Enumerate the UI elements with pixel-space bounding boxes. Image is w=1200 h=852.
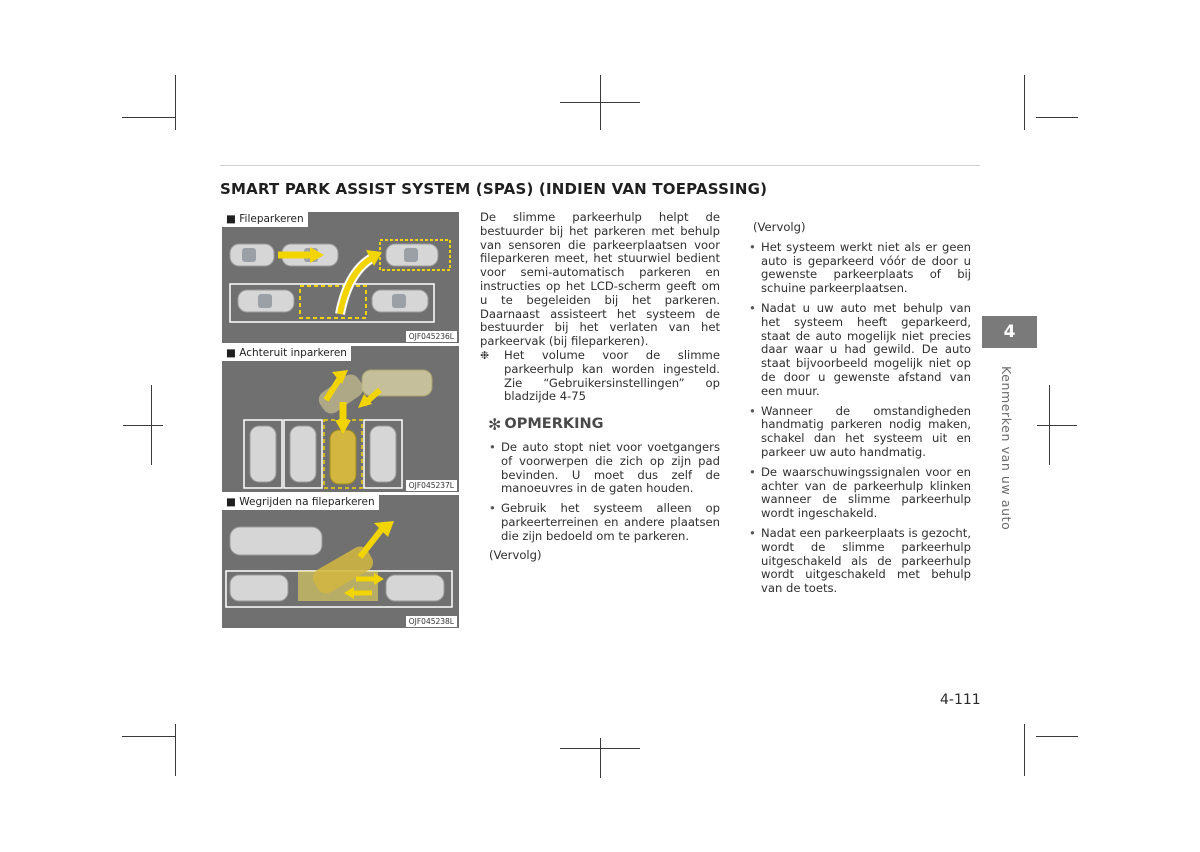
figure-code: OJF045237L bbox=[406, 480, 457, 491]
registration-mark bbox=[600, 75, 601, 130]
list-item: • Wanneer de omstandigheden handmatig parkeren nodig maken, schakel dan het systeem uit en parkeer uw auto handmatig. bbox=[749, 405, 971, 460]
section-title: SMART PARK ASSIST SYSTEM (SPAS) (INDIEN VAN TOEPASSING) bbox=[220, 180, 768, 198]
header-rule bbox=[220, 165, 980, 166]
notice-bullets bbox=[480, 441, 720, 544]
figure-reverse-parking bbox=[222, 346, 459, 492]
continued-label: (Vervolg) bbox=[489, 547, 542, 562]
notice-title: OPMERKING bbox=[504, 416, 604, 433]
figure-caption: ■ Wegrijden na fileparkeren bbox=[222, 495, 379, 510]
continued-label: (Vervolg) bbox=[753, 220, 806, 234]
crop-mark bbox=[1024, 75, 1025, 130]
volume-note bbox=[480, 349, 720, 404]
figure-caption: ■ Fileparkeren bbox=[222, 212, 308, 227]
crop-mark bbox=[175, 724, 176, 776]
crop-mark bbox=[122, 736, 175, 737]
volume-note-text: Het volume voor de slimme parkeerhulp kan worden ingesteld. Zie “Gebruikersinstellingen” op bladzijde 4-75 bbox=[504, 347, 720, 404]
crop-mark bbox=[1036, 736, 1078, 737]
crop-mark bbox=[122, 117, 175, 118]
registration-mark bbox=[1037, 425, 1077, 426]
list-item: • Het systeem werkt niet als er geen auto is geparkeerd vóór de door u gewenste parkeerplaats of bij schuine parkeerplaatsen. bbox=[749, 241, 971, 296]
right-column bbox=[749, 221, 971, 596]
registration-mark bbox=[123, 425, 163, 426]
notice-heading bbox=[488, 415, 720, 435]
figure-caption: ■ Achteruit inparkeren bbox=[222, 346, 351, 361]
registration-mark bbox=[151, 385, 152, 465]
chapter-tab: 4 bbox=[982, 316, 1037, 348]
crop-mark bbox=[175, 75, 176, 130]
figure-code: OJF045236L bbox=[406, 331, 457, 342]
exit-parking-illustration bbox=[222, 495, 459, 628]
registration-mark bbox=[600, 738, 601, 778]
asterisk-icon: ❉ bbox=[480, 348, 490, 362]
crop-mark bbox=[1036, 117, 1078, 118]
chapter-title: Kenmerken van uw auto bbox=[999, 366, 1014, 531]
list-item: • De waarschuwingssignalen voor en achter van de parkeerhulp klinken wanneer de slimme parkeerhulp wordt ingeschakeld. bbox=[749, 466, 971, 521]
reverse-parking-illustration bbox=[222, 346, 459, 492]
figure-exit-parallel-parking bbox=[222, 495, 459, 628]
list-item: • Gebruik het systeem alleen op parkeerterreinen en andere plaatsen die zijn bedoeld om te parkeren. bbox=[489, 502, 720, 543]
page-number: 4-111 bbox=[940, 692, 981, 708]
registration-mark bbox=[1049, 385, 1050, 465]
list-item: • Nadat een parkeerplaats is gezocht, wordt de slimme parkeerhulp uitgeschakeld als de parkeerhulp wordt uitgeschakeld met behulp van de toets. bbox=[749, 527, 971, 596]
intro-paragraph: De slimme parkeerhulp helpt de bestuurder bij het parkeren met behulp van sensoren die parkeerplaatsen voor fileparkeren meet, het stuurwiel bedient voor semi-automatisch parkeren en instructies op het LCD-scherm geeft om u te begeleiden bij het parkeren. Daarnaast assisteert het systeem de bestuurder bij het verlaten van het parkeervak (bij fileparkeren). bbox=[480, 210, 720, 349]
list-item: • De auto stopt niet voor voetgangers of voorwerpen die zich op zijn pad bevinden. U moet dus zelf de manoeuvres in de gaten houden. bbox=[489, 441, 720, 496]
notice-bullets-continued bbox=[749, 241, 971, 596]
crop-mark bbox=[1024, 724, 1025, 776]
notice-star-icon: ✻ bbox=[488, 415, 502, 435]
list-item: • Nadat u uw auto met behulp van het systeem heeft geparkeerd, staat de auto mogelijk niet precies daar waar u had gewild. De auto staat bijvoorbeeld mogelijk niet op de door u gewenste afstand van een muur. bbox=[749, 302, 971, 399]
figure-code: OJF045238L bbox=[406, 616, 457, 627]
parallel-parking-illustration bbox=[222, 212, 459, 343]
middle-column bbox=[480, 211, 720, 562]
figure-parallel-parking bbox=[222, 212, 459, 343]
